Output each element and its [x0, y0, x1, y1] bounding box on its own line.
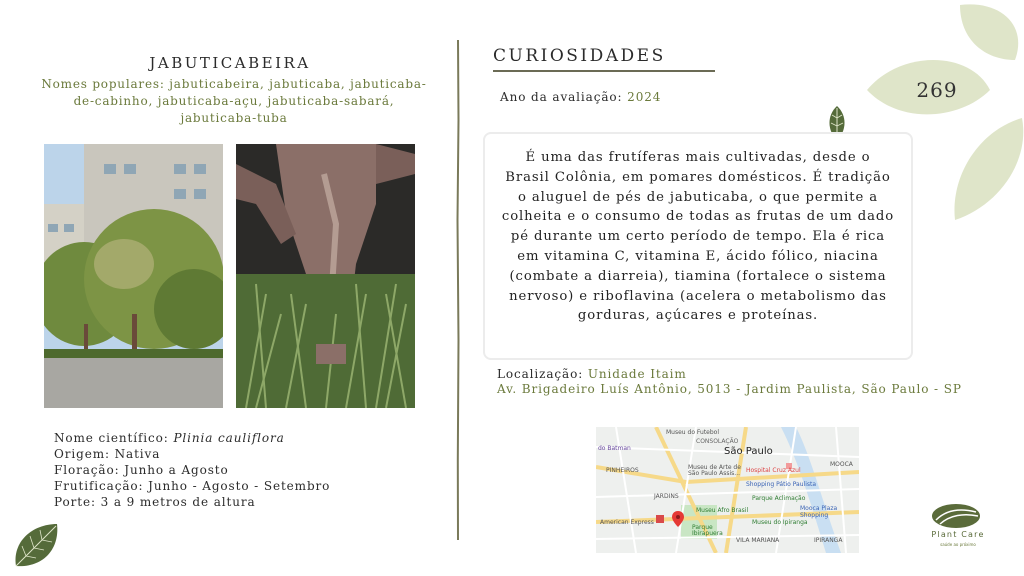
- map-label: Museu Afro Brasil: [696, 507, 749, 514]
- map-label: Parque Ibirapuera: [692, 524, 723, 537]
- flowering: Floração: Junho a Agosto: [54, 463, 229, 477]
- origin: Origem: Nativa: [54, 447, 161, 461]
- map-label: CONSOLAÇÃO: [696, 438, 739, 445]
- map-label: Museu de Arte de São Paulo Assis...: [688, 464, 741, 477]
- evaluation-year: [500, 90, 661, 104]
- map-label: Shopping Pátio Paulista: [746, 481, 817, 488]
- fruiting: Frutificação: Junho - Agosto - Setembro: [54, 479, 331, 493]
- title-underline: [493, 68, 715, 74]
- plant-care-logo-icon: [930, 502, 982, 530]
- map-label: Museu do Futebol: [666, 429, 720, 436]
- plant-title: JABUTICABEIRA: [149, 54, 311, 72]
- map-label: do Batman: [598, 445, 631, 452]
- page-number-badge: 269: [916, 78, 958, 102]
- map-label: Museu do Ipiranga: [752, 519, 808, 526]
- curiosities-text: É uma das frutíferas mais cultivadas, desde o Brasil Colônia, em pomares domésticos. É tradição o aluguel de pés de jabuticaba, o que permite a colheita e o consumo de todas as frutas de um dado pé durante um certo período de tempo. Ela é rica em vitamina C, vitamina E, ácido fólico, niacina (combate a diarreia), tiamina (fortalece o sistema nervoso) e riboflavina (acelera o metabolismo das gorduras, açúcares e proteínas.: [501, 150, 895, 324]
- curiosities-title: CURIOSIDADES: [493, 46, 666, 66]
- map-label: JARDINS: [654, 493, 679, 500]
- size: Porte: 3 a 9 metros de altura: [54, 495, 256, 509]
- scientific-name: [54, 430, 330, 446]
- map-label: Mooca Plaza Shopping: [800, 505, 838, 519]
- plant-photo-trunk: [236, 144, 415, 408]
- year-label: Ano da avaliação:: [500, 90, 628, 104]
- map-label: Parque Aclimação: [752, 495, 806, 502]
- map-label: VILA MARIANA: [736, 537, 780, 544]
- brand-name: Plant Care: [931, 530, 985, 539]
- location-value: Unidade Itaim: [587, 367, 687, 381]
- address: Av. Brigadeiro Luís Antônio, 5013 - Jardim Paulista, São Paulo - SP: [497, 382, 962, 396]
- curiosities-box: [483, 132, 913, 360]
- plant-info: [54, 430, 330, 510]
- map-label: MOOCA: [830, 461, 853, 468]
- map-label: PINHEIROS: [606, 467, 639, 474]
- map-label: São Paulo: [724, 446, 773, 457]
- location: [497, 366, 687, 382]
- scientific-label: Nome científico:: [54, 431, 174, 445]
- popular-names: Nomes populares: jabuticabeira, jabuticaba, jabuticaba-de-cabinho, jabuticaba-açu, jabuticaba-sabará, jabuticaba-tuba: [41, 77, 427, 125]
- map-label: American Express: [600, 519, 654, 526]
- location-map[interactable]: [596, 427, 859, 553]
- location-label: Localização:: [497, 367, 588, 381]
- vertical-divider: [456, 40, 460, 540]
- map-label: IPIRANGA: [814, 537, 843, 544]
- plant-photo-tree: [44, 144, 223, 408]
- map-label: Hospital Cruz Azul: [746, 467, 801, 474]
- brand-tagline: saúde ao próximo: [940, 542, 976, 547]
- scientific-value: Plinia cauliflora: [173, 431, 285, 445]
- year-value: 2024: [627, 90, 662, 104]
- leaf-decoration-bottom-left: [12, 522, 60, 570]
